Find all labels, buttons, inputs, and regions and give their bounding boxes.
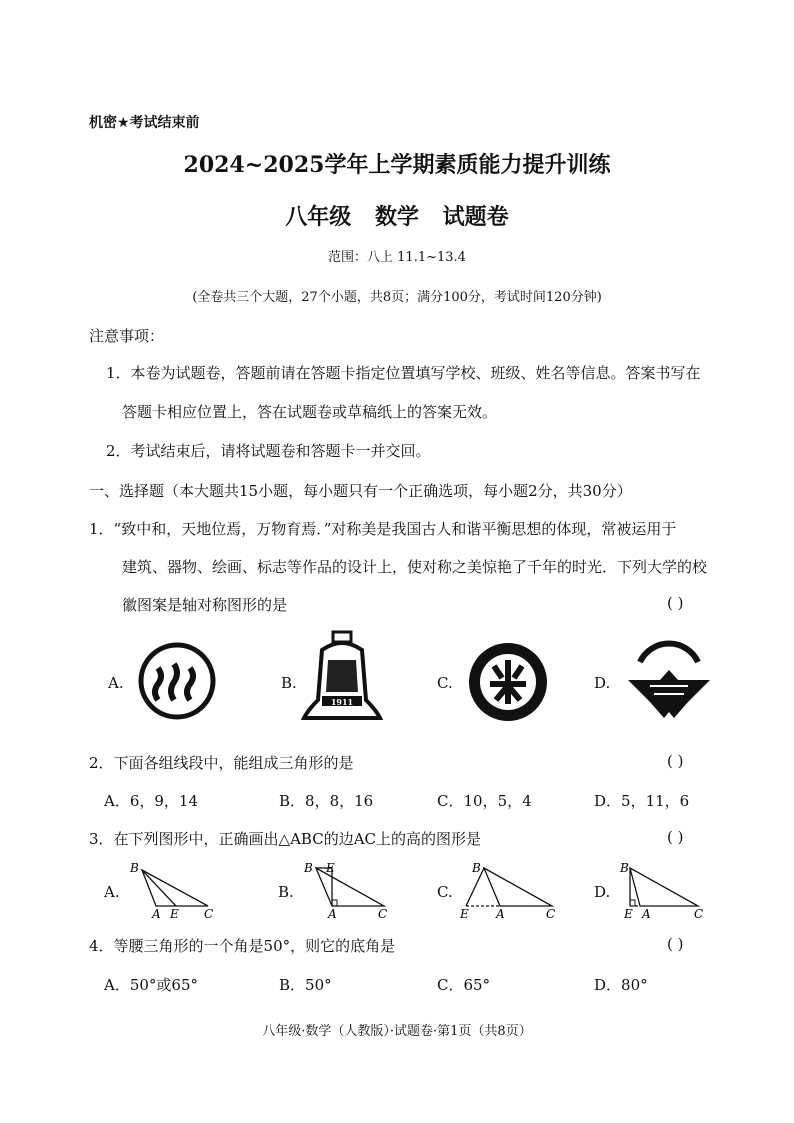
label-b: B <box>620 861 629 875</box>
q1-option-b-label: B. <box>281 674 297 692</box>
paper-type-label: 试题卷 <box>442 204 509 230</box>
grade-label: 八年级 <box>285 204 352 230</box>
q1-text-line1: 1．“致中和，天地位焉，万物育焉．”对称美是我国古人和谐平衡思想的体现，常被运用于 <box>89 520 677 538</box>
label-c: C <box>546 907 556 920</box>
logo-b-year: 1911 <box>330 697 354 707</box>
q4-answer-paren: ( ) <box>667 935 684 953</box>
label-c: C <box>204 907 214 920</box>
q2-option-a: A．6，9，14 <box>104 792 199 810</box>
label-a: A <box>642 907 651 920</box>
q1-option-d-label: D. <box>594 674 611 692</box>
q3-option-b-label: B. <box>278 883 294 901</box>
exam-info: (全卷共三个大题，27个小题，共8页；满分100分，考试时间120分钟) <box>192 290 602 305</box>
label-a: A <box>328 907 337 920</box>
q3-option-a-label: A. <box>104 883 120 901</box>
label-b: B <box>472 861 481 875</box>
q4-option-b: B．50° <box>279 976 332 994</box>
q1-logo-d <box>622 640 716 724</box>
q1-logo-a <box>136 640 218 722</box>
q4-option-c: C．65° <box>437 976 491 994</box>
q2-text: 2．下面各组线段中，能组成三角形的是 <box>89 754 354 772</box>
q3-figure-b <box>300 858 400 920</box>
note-item-2: 2．考试结束后，请将试题卷和答题卡一并交回。 <box>106 442 431 460</box>
q3-figure-c <box>458 858 562 920</box>
label-e: E <box>170 907 179 920</box>
q3-figure-a <box>126 858 226 920</box>
q3-option-d-label: D. <box>594 883 611 901</box>
q2-answer-paren: ( ) <box>667 752 684 770</box>
notes-heading: 注意事项： <box>89 327 165 345</box>
label-e: E <box>460 907 469 920</box>
note-item-1: 1．本卷为试题卷，答题前请在答题卡指定位置填写学校、班级、姓名等信息。答案书写在 <box>106 364 701 382</box>
page-footer: 八年级·数学（人教版）·试题卷·第1页（共8页） <box>262 1024 532 1039</box>
q4-option-d: D．80° <box>594 976 648 994</box>
q4-text: 4．等腰三角形的一个角是50°，则它的底角是 <box>89 937 396 955</box>
confidential-label: 机密★考试结束前 <box>89 115 200 131</box>
q2-option-c: C．10，5，4 <box>437 792 532 810</box>
q2-option-d: D．5，11，6 <box>594 792 690 810</box>
label-a: A <box>496 907 505 920</box>
note-item-1-cont: 答题卡相应位置上，答在试题卷或草稿纸上的答案无效。 <box>122 403 498 421</box>
q1-text-line2: 建筑、器物、绘画、标志等作品的设计上，使对称之美惊艳了千年的时光．下列大学的校 <box>122 558 708 576</box>
q1-option-a-label: A. <box>108 674 124 692</box>
label-a: A <box>152 907 161 920</box>
label-b: B <box>304 861 313 875</box>
section-1-heading: 一、选择题（本大题共15小题，每小题只有一个正确选项，每小题2分，共30分） <box>89 482 632 500</box>
q4-option-a: A．50°或65° <box>104 976 199 994</box>
label-b: B <box>130 861 139 875</box>
q1-logo-b <box>300 630 384 722</box>
q1-option-c-label: C. <box>437 674 453 692</box>
subject-label: 数学 <box>374 204 419 230</box>
q2-option-b: B．8，8，16 <box>279 792 374 810</box>
q1-logo-c <box>466 640 550 724</box>
q3-text: 3．在下列图形中，正确画出△ABC的边AC上的高的图形是 <box>89 830 482 848</box>
label-c: C <box>378 907 388 920</box>
label-e: E <box>624 907 633 920</box>
q3-figure-d <box>616 858 716 920</box>
exam-subtitle <box>0 200 794 231</box>
label-c: C <box>694 907 704 920</box>
q1-answer-paren: ( ) <box>667 594 684 612</box>
label-e: E <box>326 861 335 875</box>
q3-answer-paren: ( ) <box>667 828 684 846</box>
q3-option-c-label: C. <box>437 883 453 901</box>
q1-text-line3: 徽图案是轴对称图形的是 <box>122 596 288 614</box>
exam-title: 2024~2025学年上学期素质能力提升训练 <box>183 152 611 178</box>
exam-range: 范围：八上 11.1~13.4 <box>328 250 466 265</box>
